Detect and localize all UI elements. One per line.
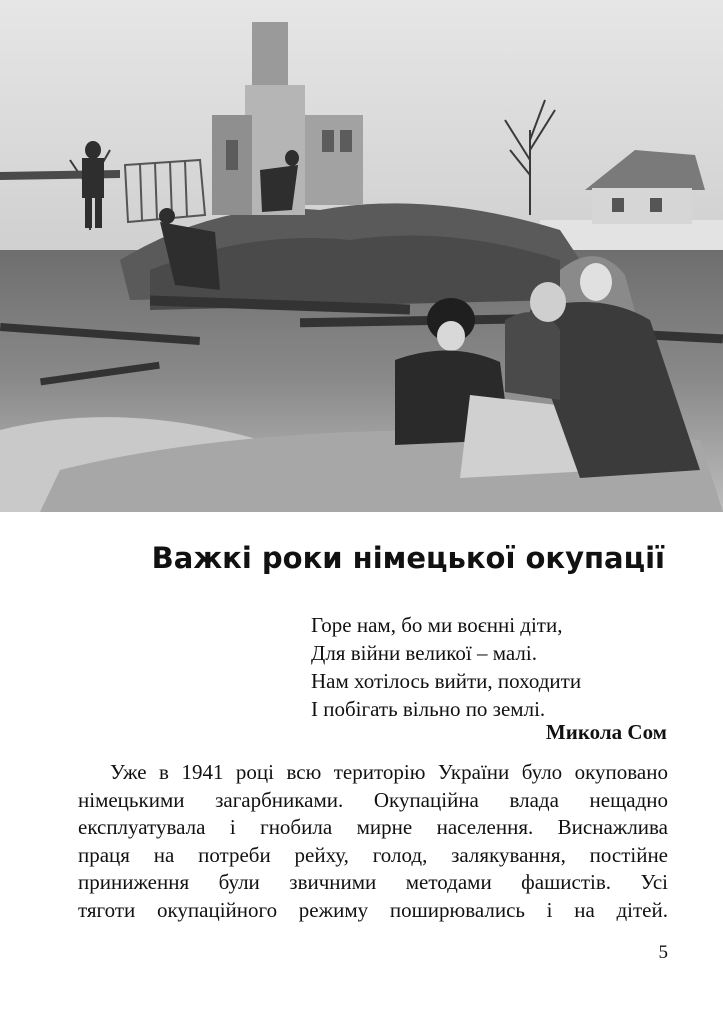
poem-line: Нам хотілось вийти, походити [311, 669, 582, 693]
page-title: Важкі роки німецької окупації [151, 541, 665, 575]
poem-author: Микола Сом [545, 720, 667, 744]
body-paragraph [78, 759, 668, 924]
poem-line: Горе нам, бо ми воєнні діти, [311, 613, 563, 637]
paragraph-line: приниження були звичними методами фашистів. Усі [78, 870, 668, 894]
poem-line: І побігать вільно по землі. [311, 697, 546, 721]
paragraph-line: тяготи окупаційного режиму поширювались і на дітей. [78, 897, 668, 922]
paragraph-line: Уже в 1941 році всю територію України було окуповано [110, 760, 668, 784]
paragraph-line: експлуатувала і гнобила мирне населення. Виснажлива [78, 815, 668, 839]
page-number: 5 [658, 942, 668, 963]
poem-epigraph [311, 611, 581, 723]
paragraph-line: німецькими загарбниками. Окупаційна влада нещадно [78, 787, 668, 812]
paragraph-line: праця на потреби рейху, голод, залякування, постійне [78, 842, 668, 867]
poem-line: Для війни великої – малі. [311, 641, 537, 665]
